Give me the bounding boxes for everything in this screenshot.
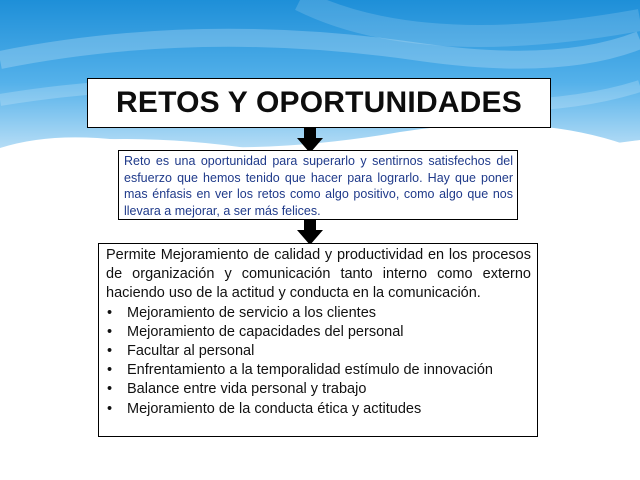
benefits-intro: Permite Mejoramiento de calidad y productividad en los procesos de organización y comunicación tanto interno como externo haciendo uso de la actitud y conducta en la comunicación. (106, 247, 531, 302)
list-item (106, 304, 531, 323)
bullet-icon: • (107, 381, 113, 398)
definition-box (118, 150, 518, 220)
list-item (106, 380, 531, 399)
bullet-icon: • (107, 343, 113, 360)
bullet-icon: • (107, 304, 113, 321)
benefits-list (106, 304, 531, 419)
list-item-text: Balance entre vida personal y trabajo (127, 381, 367, 398)
list-item (106, 323, 531, 342)
list-item-text: Mejoramiento de la conducta ética y actitudes (127, 400, 422, 417)
benefits-box (98, 243, 538, 437)
list-item (106, 342, 531, 361)
list-item-text: Mejoramiento de servicio a los clientes (127, 304, 377, 321)
slide-title: RETOS Y OPORTUNIDADES (116, 86, 522, 119)
bullet-icon: • (107, 400, 113, 417)
list-item (106, 361, 531, 380)
list-item (106, 400, 531, 419)
bullet-icon: • (107, 362, 113, 379)
definition-text: Reto es una oportunidad para superarlo y sentirnos satisfechos del esfuerzo que hemos tenido que hacer para lograrlo. Hay que poner mas énfasis en ver los retos como algo positivo, como algo que nos llevara a mejorar, a ser más felices. (124, 154, 513, 218)
title-box (87, 78, 551, 128)
list-item-text: Facultar al personal (127, 343, 255, 360)
list-item-text: Mejoramiento de capacidades del personal (127, 323, 404, 340)
bullet-icon: • (107, 323, 113, 340)
list-item-text: Enfrentamiento a la temporalidad estímulo de innovación (127, 362, 493, 379)
down-arrow-icon (297, 219, 323, 245)
